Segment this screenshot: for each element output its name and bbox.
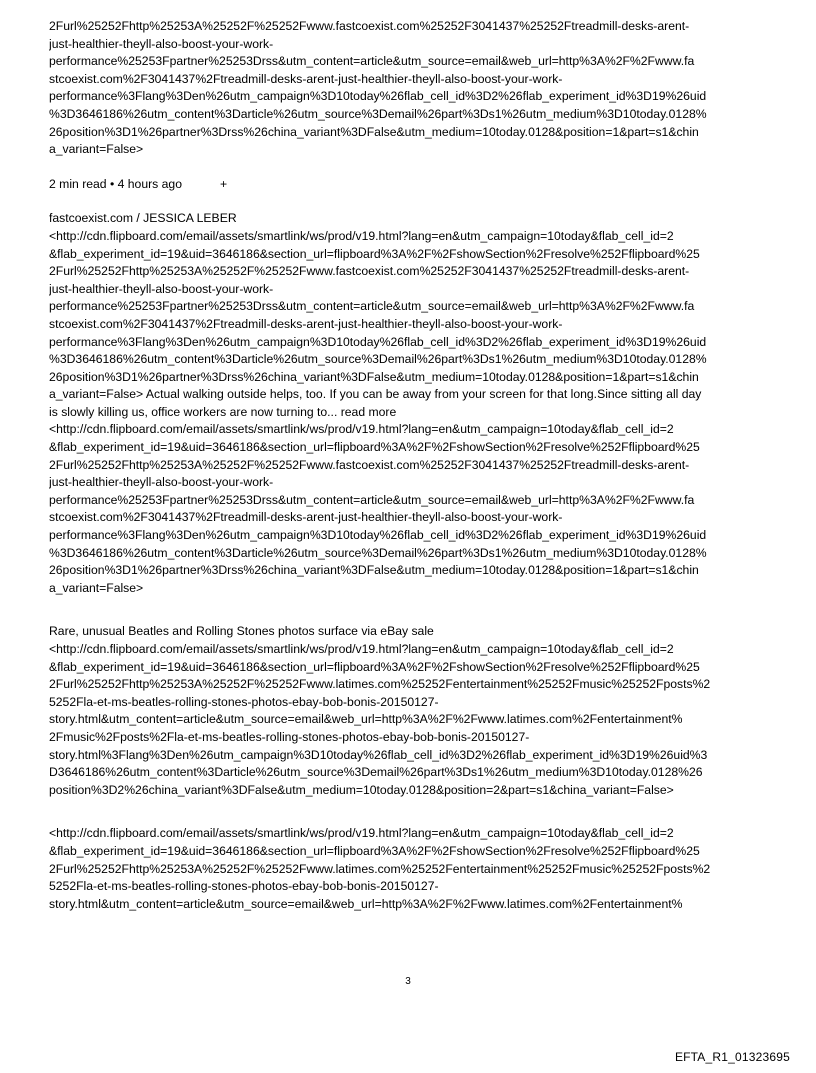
text-line: a_variant=False> — [49, 142, 144, 157]
text-line: 26position%3D1%26partner%3Drss%26china_variant%3DFalse&utm_medium=10today.0128&position=1&part=s1&chin — [49, 124, 699, 139]
text-line: performance%3Flang%3Den%26utm_campaign%3D10today%26flab_cell_id%3D2%26flab_experiment_id%3D19%26uid — [49, 528, 707, 543]
text-line: performance%3Flang%3Den%26utm_campaign%3D10today%26flab_cell_id%3D2%26flab_experiment_id%3D19%26uid — [49, 89, 707, 104]
article-meta — [49, 176, 771, 194]
document-body — [49, 18, 771, 913]
text-line: %3D3646186%26utm_content%3Darticle%26utm_source%3Demail%26part%3Ds1%26utm_medium%3D10today.0128% — [49, 545, 707, 560]
text-line: 2Fmusic%2Fposts%2Fla-et-ms-beatles-rolling-stones-photos-ebay-bob-bonis-20150127- — [49, 729, 530, 744]
text-line: &flab_experiment_id=19&uid=3646186&section_url=flipboard%3A%2F%2FshowSection%2Fresolve%252Fflipboard%25 — [49, 659, 700, 674]
text-line: 2Furl%25252Fhttp%25253A%25252F%25252Fwww.fastcoexist.com%25252F3041437%25252Ftreadmill-desks-arent- — [49, 264, 690, 279]
text-line: story.html%3Flang%3Den%26utm_campaign%3D10today%26flab_cell_id%3D2%26flab_experiment_id%3D19%26uid%3 — [49, 747, 708, 762]
text-block-3 — [49, 623, 771, 799]
text-line: 26position%3D1%26partner%3Drss%26china_variant%3DFalse&utm_medium=10today.0128&position=1&part=s1&chin — [49, 369, 699, 384]
page-number: 3 — [405, 976, 411, 987]
text-line: 2Furl%25252Fhttp%25253A%25252F%25252Fwww.latimes.com%25252Fentertainment%25252Fmusic%25252Fposts%2 — [49, 677, 711, 692]
bates-id: EFTA_R1_01323695 — [674, 1050, 790, 1064]
text-line: performance%3Flang%3Den%26utm_campaign%3D10today%26flab_cell_id%3D2%26flab_experiment_id%3D19%26uid — [49, 334, 707, 349]
text-block-4 — [49, 825, 771, 913]
text-line: &flab_experiment_id=19&uid=3646186&section_url=flipboard%3A%2F%2FshowSection%2Fresolve%252Fflipboard%25 — [49, 440, 700, 455]
text-line: 2Furl%25252Fhttp%25253A%25252F%25252Fwww.fastcoexist.com%25252F3041437%25252Ftreadmill-desks-arent- — [49, 457, 690, 472]
text-block-2 — [49, 210, 771, 597]
text-line: just-healthier-theyll-also-boost-your-work- — [49, 281, 274, 296]
text-line: performance%25253Fpartner%25253Drss&utm_content=article&utm_source=email&web_url=http%3A%2F%2Fwww.fa — [49, 299, 695, 314]
text-line: 2Furl%25252Fhttp%25253A%25252F%25252Fwww.fastcoexist.com%25252F3041437%25252Ftreadmill-desks-arent- — [49, 19, 690, 33]
text-line: position%3D2%26china_variant%3DFalse&utm_medium=10today.0128&position=2&part=s1&china_variant=False> — [49, 782, 674, 797]
text-line: <http://cdn.flipboard.com/email/assets/smartlink/ws/prod/v19.html?lang=en&utm_campaign=10today&flab_cell_id=2 — [49, 422, 674, 437]
text-block-1 — [49, 18, 771, 159]
text-line: %3D3646186%26utm_content%3Darticle%26utm_source%3Demail%26part%3Ds1%26utm_medium%3D10today.0128% — [49, 106, 707, 121]
text-line: is slowly killing us, office workers are now turning to... read more — [49, 404, 397, 419]
text-line: <http://cdn.flipboard.com/email/assets/smartlink/ws/prod/v19.html?lang=en&utm_campaign=10today&flab_cell_id=2 — [49, 228, 674, 243]
text-line: stcoexist.com%2F3041437%2Ftreadmill-desks-arent-just-healthier-theyll-also-boost-your-work- — [49, 71, 563, 86]
text-line: just-healthier-theyll-also-boost-your-work- — [49, 36, 274, 51]
read-info: 2 min read • 4 hours ago — [49, 176, 182, 191]
text-line: stcoexist.com%2F3041437%2Ftreadmill-desks-arent-just-healthier-theyll-also-boost-your-work- — [49, 510, 563, 525]
article-headline: Rare, unusual Beatles and Rolling Stones photos surface via eBay sale — [49, 624, 434, 639]
text-line: stcoexist.com%2F3041437%2Ftreadmill-desks-arent-just-healthier-theyll-also-boost-your-work- — [49, 316, 563, 331]
text-line: 5252Fla-et-ms-beatles-rolling-stones-photos-ebay-bob-bonis-20150127- — [49, 879, 439, 894]
text-line: performance%25253Fpartner%25253Drss&utm_content=article&utm_source=email&web_url=http%3A%2F%2Fwww.fa — [49, 54, 695, 69]
text-line: story.html&utm_content=article&utm_source=email&web_url=http%3A%2F%2Fwww.latimes.com%2Fentertainment% — [49, 896, 683, 911]
text-line: <http://cdn.flipboard.com/email/assets/smartlink/ws/prod/v19.html?lang=en&utm_campaign=10today&flab_cell_id=2 — [49, 642, 674, 656]
text-line: <http://cdn.flipboard.com/email/assets/smartlink/ws/prod/v19.html?lang=en&utm_campaign=10today&flab_cell_id=2 — [49, 826, 674, 841]
text-line: 5252Fla-et-ms-beatles-rolling-stones-photos-ebay-bob-bonis-20150127- — [49, 694, 439, 709]
text-line: a_variant=False> Actual walking outside helps, too. If you can be away from your screen for that long.Since sitting all day — [49, 387, 702, 402]
article-source: fastcoexist.com / JESSICA LEBER — [49, 211, 237, 226]
text-line: 2Furl%25252Fhttp%25253A%25252F%25252Fwww.latimes.com%25252Fentertainment%25252Fmusic%25252Fposts%2 — [49, 861, 711, 876]
text-line: just-healthier-theyll-also-boost-your-work- — [49, 475, 274, 490]
text-line: story.html&utm_content=article&utm_source=email&web_url=http%3A%2F%2Fwww.latimes.com%2Fentertainment% — [49, 712, 683, 727]
text-line: 26position%3D1%26partner%3Drss%26china_variant%3DFalse&utm_medium=10today.0128&position=1&part=s1&chin — [49, 563, 699, 578]
text-line: &flab_experiment_id=19&uid=3646186&section_url=flipboard%3A%2F%2FshowSection%2Fresolve%252Fflipboard%25 — [49, 246, 700, 261]
text-line: D3646186%26utm_content%3Darticle%26utm_source%3Demail%26part%3Ds1%26utm_medium%3D10today.0128%26 — [49, 765, 703, 780]
text-line: %3D3646186%26utm_content%3Darticle%26utm_source%3Demail%26part%3Ds1%26utm_medium%3D10today.0128% — [49, 352, 707, 367]
text-line: &flab_experiment_id=19&uid=3646186&section_url=flipboard%3A%2F%2FshowSection%2Fresolve%252Fflipboard%25 — [49, 843, 700, 858]
text-line: a_variant=False> — [49, 580, 144, 595]
plus-icon[interactable]: + — [220, 176, 228, 191]
text-line: performance%25253Fpartner%25253Drss&utm_content=article&utm_source=email&web_url=http%3A%2F%2Fwww.fa — [49, 492, 695, 507]
